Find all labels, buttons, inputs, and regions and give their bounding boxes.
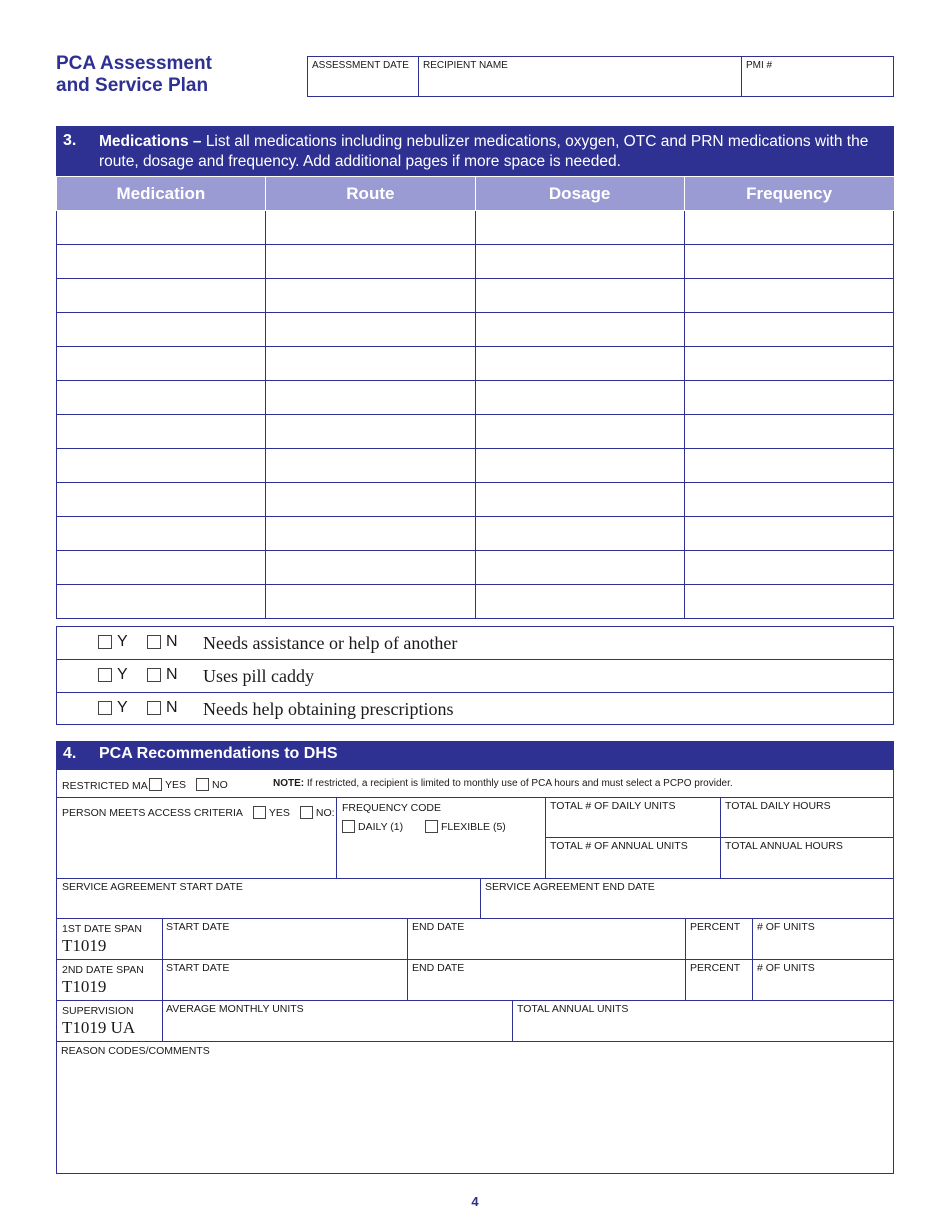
medication-cell[interactable]	[57, 483, 266, 517]
frequency-cell[interactable]	[684, 517, 893, 551]
span1-label: 1ST DATE SPAN	[62, 923, 142, 935]
span2-code: T1019	[62, 977, 107, 996]
reason-codes-field[interactable]	[57, 1042, 893, 1173]
access-yes-option[interactable]	[253, 806, 290, 819]
frequency-cell[interactable]	[684, 551, 893, 585]
medication-cell[interactable]	[57, 313, 266, 347]
access-no-label: NO:	[315, 806, 335, 819]
note-text: If restricted, a recipient is limited to monthly use of PCA hours and must select a PCPO provider.	[306, 778, 733, 789]
medication-cell[interactable]	[57, 517, 266, 551]
question-row	[57, 693, 893, 726]
route-cell[interactable]	[266, 551, 475, 585]
restricted-yes-checkbox[interactable]	[149, 778, 162, 791]
person-meets-label: PERSON MEETS ACCESS CRITERIA	[62, 806, 243, 819]
sa-end-label: SERVICE AGREEMENT END DATE	[485, 881, 655, 893]
medication-cell[interactable]	[57, 245, 266, 279]
span1-code: T1019	[62, 936, 107, 955]
route-cell[interactable]	[266, 245, 475, 279]
route-cell[interactable]	[266, 415, 475, 449]
access-yes-checkbox[interactable]	[253, 806, 266, 819]
access-yes-label: YES	[268, 806, 290, 819]
medication-row	[57, 483, 894, 517]
total-annual-units-label: TOTAL ANNUAL UNITS	[517, 1003, 629, 1015]
route-cell[interactable]	[266, 585, 475, 619]
medication-row	[57, 313, 894, 347]
route-cell[interactable]	[266, 313, 475, 347]
span1-percent-label: PERCENT	[690, 921, 741, 933]
restricted-no-option[interactable]	[196, 778, 228, 791]
span2-start-label: START DATE	[166, 962, 230, 974]
no-checkbox[interactable]	[147, 635, 161, 649]
route-cell[interactable]	[266, 279, 475, 313]
no-option[interactable]	[147, 666, 178, 684]
no-option[interactable]	[147, 633, 178, 651]
header-fields	[307, 56, 894, 97]
section-4-form	[56, 769, 894, 1174]
dosage-cell[interactable]	[475, 245, 684, 279]
span2-end-label: END DATE	[412, 962, 465, 974]
yes-label: Y	[117, 633, 128, 650]
restricted-ma-label: RESTRICTED MA	[62, 780, 148, 792]
no-label: N	[166, 666, 178, 683]
restricted-no-checkbox[interactable]	[196, 778, 209, 791]
avg-monthly-units-label: AVERAGE MONTHLY UNITS	[166, 1003, 304, 1015]
medication-row	[57, 245, 894, 279]
section-3-title: Medications –	[99, 133, 202, 150]
frequency-cell[interactable]	[684, 449, 893, 483]
flexible-option[interactable]	[425, 820, 506, 833]
medication-row	[57, 279, 894, 313]
restricted-yes-option[interactable]	[149, 778, 186, 791]
daily-checkbox[interactable]	[342, 820, 355, 833]
flexible-label: FLEXIBLE (5)	[441, 820, 506, 833]
total-annual-units-count-label: TOTAL # OF ANNUAL UNITS	[550, 840, 688, 852]
divider	[545, 837, 893, 838]
divider	[162, 918, 163, 1041]
medication-cell[interactable]	[57, 551, 266, 585]
dosage-cell[interactable]	[475, 381, 684, 415]
route-cell[interactable]	[266, 517, 475, 551]
dosage-cell[interactable]	[475, 449, 684, 483]
page-number: 4	[471, 1194, 479, 1209]
daily-label: DAILY (1)	[358, 820, 404, 833]
total-annual-hours-label: TOTAL ANNUAL HOURS	[725, 840, 843, 852]
divider	[336, 797, 337, 878]
section-3-description: List all medications including nebulizer medications, oxygen, OTC and PRN medications with the route, dosage and frequency. Add additional pages if more space is needed.	[99, 133, 869, 170]
route-cell[interactable]	[266, 211, 475, 245]
span2-units-label: # OF UNITS	[757, 962, 815, 974]
assessment-date-label: ASSESSMENT DATE	[312, 60, 409, 71]
dosage-cell[interactable]	[475, 585, 684, 619]
span1-end-label: END DATE	[412, 921, 465, 933]
medication-questions	[56, 626, 894, 725]
yes-option[interactable]	[98, 699, 128, 717]
section-3-header	[56, 126, 894, 176]
access-no-option[interactable]	[300, 806, 335, 819]
section-4-header	[56, 741, 894, 769]
note-label: NOTE:	[273, 778, 305, 789]
medication-cell[interactable]	[57, 211, 266, 245]
section-4-title: PCA Recommendations to DHS	[99, 745, 338, 762]
assessment-date-field[interactable]	[308, 57, 419, 96]
column-medication: Medication	[57, 177, 266, 211]
span2-label: 2ND DATE SPAN	[62, 964, 144, 976]
section-3-text	[99, 132, 884, 172]
title-line-1: PCA Assessment	[56, 53, 212, 74]
recipient-name-field[interactable]	[419, 57, 742, 96]
frequency-cell[interactable]	[684, 347, 893, 381]
dosage-cell[interactable]	[475, 483, 684, 517]
no-checkbox[interactable]	[147, 668, 161, 682]
question-label: Needs assistance or help of another	[203, 633, 458, 653]
yes-option[interactable]	[98, 666, 128, 684]
total-daily-units-label: TOTAL # OF DAILY UNITS	[550, 800, 676, 812]
medication-table-body	[57, 211, 894, 619]
frequency-code-label: FREQUENCY CODE	[342, 802, 441, 814]
no-label: N	[166, 633, 178, 650]
daily-option[interactable]	[342, 820, 403, 833]
frequency-cell[interactable]	[684, 245, 893, 279]
yes-checkbox[interactable]	[98, 701, 112, 715]
yes-label: Y	[117, 699, 128, 716]
dosage-cell[interactable]	[475, 347, 684, 381]
question-row	[57, 627, 893, 660]
medication-row	[57, 551, 894, 585]
column-frequency: Frequency	[684, 177, 893, 211]
section-3-number: 3.	[63, 132, 77, 149]
section-4-number: 4.	[63, 745, 77, 762]
medication-table	[56, 176, 894, 619]
medication-table-header	[57, 177, 894, 211]
span1-units-label: # OF UNITS	[757, 921, 815, 933]
total-daily-hours-label: TOTAL DAILY HOURS	[725, 800, 831, 812]
no-checkbox[interactable]	[147, 701, 161, 715]
route-cell[interactable]	[266, 381, 475, 415]
frequency-cell[interactable]	[684, 381, 893, 415]
yes-checkbox[interactable]	[98, 635, 112, 649]
divider	[512, 1000, 513, 1041]
divider	[480, 878, 481, 918]
route-cell[interactable]	[266, 483, 475, 517]
medication-row	[57, 585, 894, 619]
dosage-cell[interactable]	[475, 313, 684, 347]
frequency-cell[interactable]	[684, 211, 893, 245]
restricted-yes-label: YES	[165, 778, 187, 791]
question-row	[57, 660, 893, 693]
pmi-field[interactable]	[742, 57, 893, 96]
title-line-2: and Service Plan	[56, 75, 209, 96]
dosage-cell[interactable]	[475, 551, 684, 585]
divider	[57, 878, 893, 879]
reason-codes-label: REASON CODES/COMMENTS	[61, 1045, 210, 1057]
divider	[57, 1000, 893, 1001]
span1-start-label: START DATE	[166, 921, 230, 933]
dosage-cell[interactable]	[475, 415, 684, 449]
access-no-checkbox[interactable]	[300, 806, 313, 819]
frequency-cell[interactable]	[684, 483, 893, 517]
restricted-no-label: NO	[212, 778, 228, 791]
medication-row	[57, 211, 894, 245]
yes-option[interactable]	[98, 633, 128, 651]
pmi-label: PMI #	[746, 60, 773, 71]
route-cell[interactable]	[266, 347, 475, 381]
dosage-cell[interactable]	[475, 517, 684, 551]
divider	[57, 959, 893, 960]
access-criteria-row	[62, 806, 335, 819]
route-cell[interactable]	[266, 449, 475, 483]
yes-checkbox[interactable]	[98, 668, 112, 682]
medication-row	[57, 517, 894, 551]
flexible-checkbox[interactable]	[425, 820, 438, 833]
dosage-cell[interactable]	[475, 211, 684, 245]
document-title	[56, 53, 296, 97]
no-label: N	[166, 699, 178, 716]
question-label: Needs help obtaining prescriptions	[203, 699, 454, 719]
frequency-cell[interactable]	[684, 415, 893, 449]
column-route: Route	[266, 177, 475, 211]
span2-percent-label: PERCENT	[690, 962, 741, 974]
divider	[57, 918, 893, 919]
medication-cell[interactable]	[57, 585, 266, 619]
medication-cell[interactable]	[57, 449, 266, 483]
medication-cell[interactable]	[57, 347, 266, 381]
frequency-cell[interactable]	[684, 313, 893, 347]
recipient-name-label: RECIPIENT NAME	[423, 60, 508, 71]
medication-row	[57, 347, 894, 381]
no-option[interactable]	[147, 699, 178, 717]
frequency-cell[interactable]	[684, 585, 893, 619]
frequency-cell[interactable]	[684, 279, 893, 313]
dosage-cell[interactable]	[475, 279, 684, 313]
medication-row	[57, 415, 894, 449]
divider	[57, 797, 893, 798]
medication-row	[57, 381, 894, 415]
supervision-label: SUPERVISION	[62, 1005, 134, 1017]
column-dosage: Dosage	[475, 177, 684, 211]
question-label: Uses pill caddy	[203, 666, 314, 686]
medication-cell[interactable]	[57, 415, 266, 449]
supervision-code: T1019 UA	[62, 1018, 136, 1037]
yes-label: Y	[117, 666, 128, 683]
medication-cell[interactable]	[57, 279, 266, 313]
restricted-note	[273, 778, 733, 789]
sa-start-label: SERVICE AGREEMENT START DATE	[62, 881, 243, 893]
medication-row	[57, 449, 894, 483]
medication-cell[interactable]	[57, 381, 266, 415]
